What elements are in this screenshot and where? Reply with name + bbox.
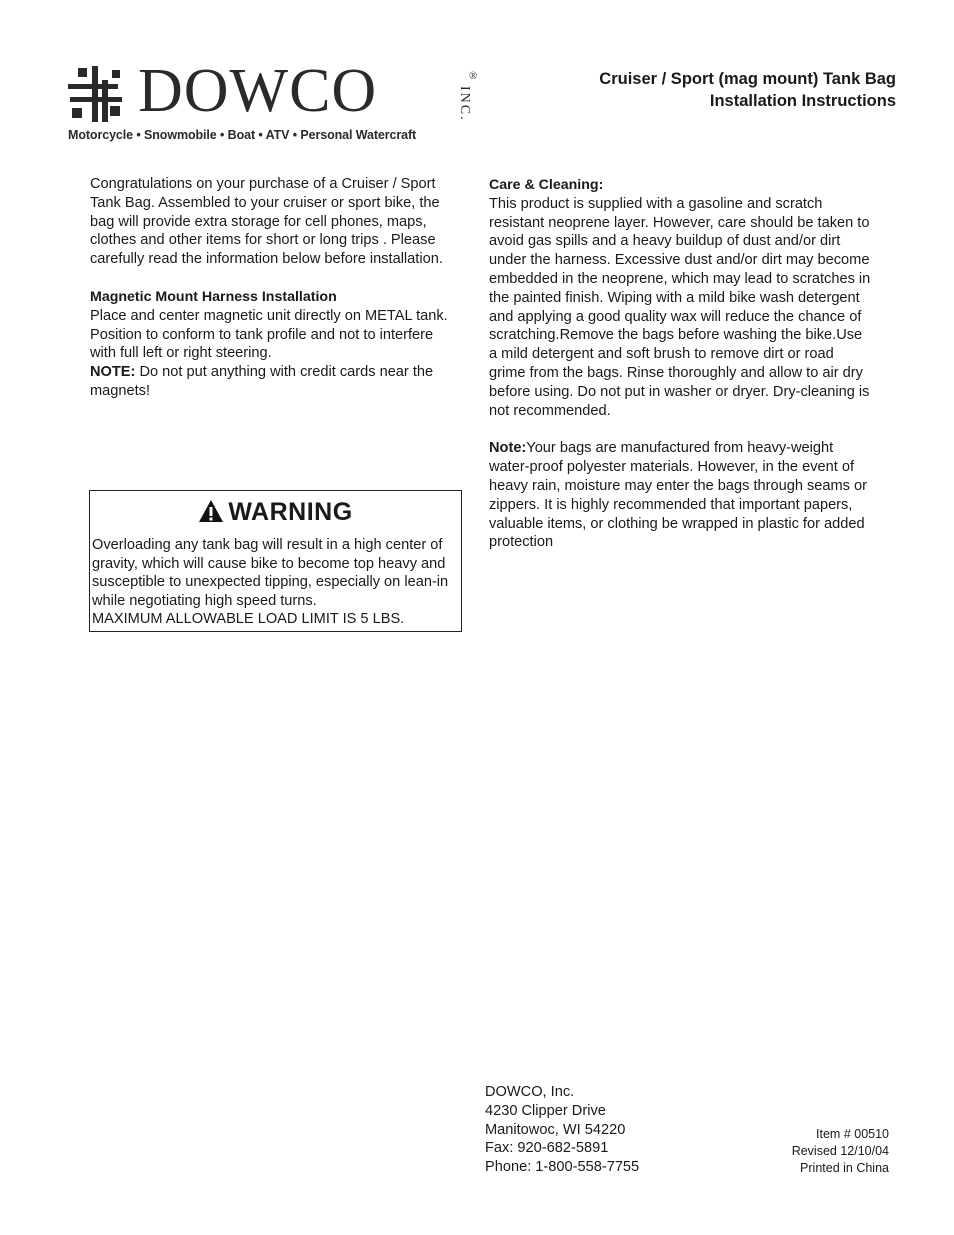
title-line-2: Installation Instructions	[709, 92, 896, 110]
address-street: 4230 Clipper Drive	[485, 1102, 606, 1119]
magnetic-paragraph: Place and center magnetic unit directly on METAL tank. Position to conform to tank profile and not to interfere with full left or right steering.	[90, 307, 448, 362]
care-heading: Care & Cleaning:	[489, 177, 604, 193]
magnetic-note-label: NOTE:	[90, 364, 136, 381]
logo-wordmark: DOWCO	[138, 57, 378, 125]
warning-title: WARNING	[228, 498, 353, 526]
address-company: DOWCO, Inc.	[485, 1084, 575, 1100]
item-printed: Printed in China	[800, 1160, 889, 1175]
warning-triangle-icon	[198, 499, 224, 523]
note-label: Note:	[489, 440, 527, 457]
right-column	[489, 176, 874, 552]
warning-header	[90, 497, 461, 527]
address-city: Manitowoc, WI 54220	[485, 1121, 626, 1138]
magnetic-note-text: Do not put anything with credit cards near the magnets!	[90, 364, 434, 399]
intro-paragraph: Congratulations on your purchase of a Cruiser / Sport Tank Bag. Assembled to your cruiser or sport bike, the bag will provide extra storage for cell phones, maps, clothes and other items for short or long trips . Please carefully read the information below before installation.	[90, 176, 443, 268]
left-column	[90, 175, 460, 401]
dowco-logo	[68, 57, 478, 148]
magnetic-note	[90, 363, 460, 401]
logo-registered-mark: ®	[469, 70, 478, 82]
address-phone: Phone: 1-800-558-7755	[485, 1159, 640, 1176]
logo-inc: INC.	[457, 86, 472, 122]
dowco-logo-mark-icon	[68, 66, 124, 122]
document-title	[599, 68, 896, 112]
care-paragraph: This product is supplied with a gasoline and scratch resistant neoprene layer. However, care should be taken to avoid gas spills and a heavy buildup of dust and/or dirt under the harness. Excessive dust and/or dirt may become embedded in the neoprene, which may lead to scratches in the painted finish. Wiping with a mild bike wash detergent and applying a good quality wax will reduce the chance of scratching.Remove the bags before washing the bike.Use a mild detergent and soft brush to remove dirt or road grime from the bags. Rinse thoroughly and allow to air dry before using. Do not put in washer or dryer. Dry-cleaning is not recommended.	[489, 195, 871, 419]
address-fax: Fax: 920-682-5891	[485, 1140, 609, 1157]
item-revised: Revised 12/10/04	[791, 1143, 889, 1158]
warning-box	[89, 490, 462, 632]
warning-text: Overloading any tank bag will result in a high center of gravity, which will cause bike to become top heavy and susceptible to unexpected tipping, especially on lean-in while negotiating high speed turns.	[92, 537, 449, 609]
company-address	[485, 1083, 639, 1177]
magnetic-heading: Magnetic Mount Harness Installation	[90, 288, 337, 305]
item-number: Item # 00510	[816, 1127, 889, 1141]
item-info	[792, 1126, 889, 1176]
logo-tagline: Motorcycle • Snowmobile • Boat • ATV • Personal Watercraft	[68, 128, 417, 142]
warning-load-limit: MAXIMUM ALLOWABLE LOAD LIMIT IS 5 LBS.	[92, 611, 405, 628]
title-line-1: Cruiser / Sport (mag mount) Tank Bag	[599, 70, 896, 88]
note-text: Your bags are manufactured from heavy-weight water-proof polyester materials. However, in the event of heavy rain, moisture may enter the bags through seams or zippers. It is highly recommended that important papers, valuable items, or clothing be wrapped in plastic for added protection	[489, 440, 868, 551]
warning-body	[92, 536, 462, 629]
note-paragraph	[489, 439, 874, 552]
